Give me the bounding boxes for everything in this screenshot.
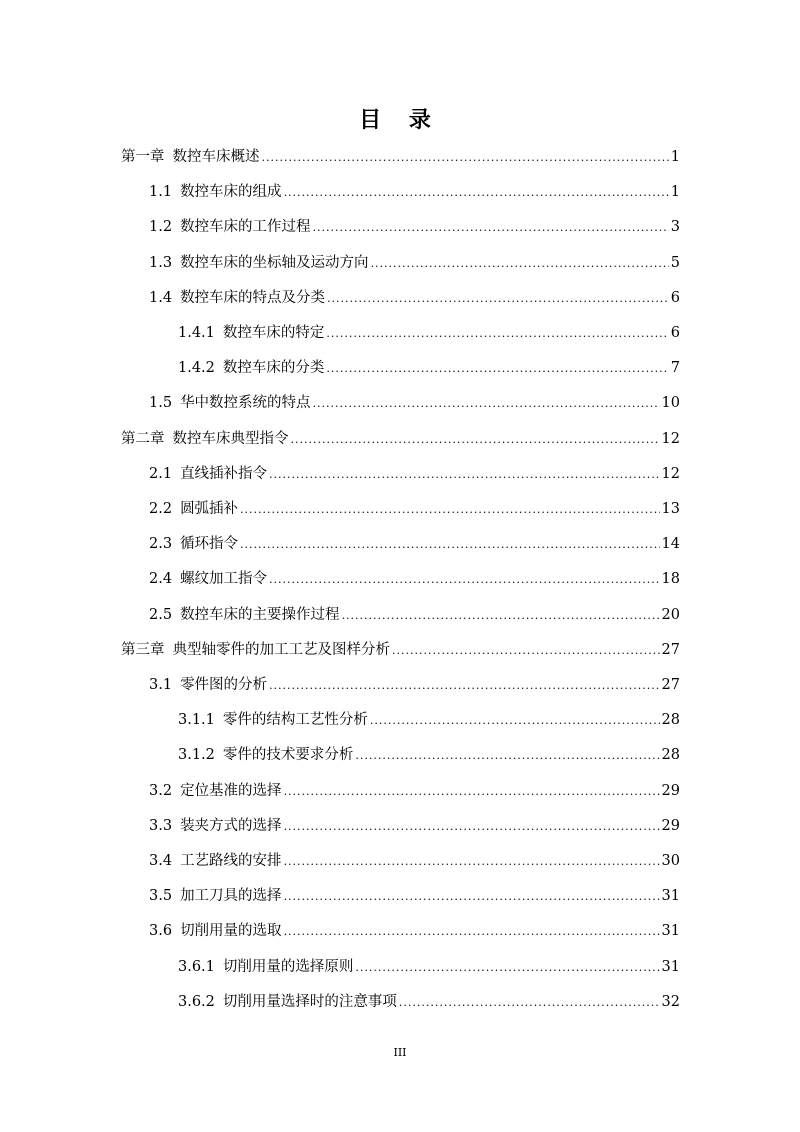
toc-entry-number: 3.6.1 <box>178 958 215 975</box>
toc-entry-page: 30 <box>661 853 680 869</box>
page-number: III <box>393 1046 407 1059</box>
toc-entry-page: 7 <box>670 360 680 377</box>
toc-dot-leader <box>313 392 660 416</box>
toc-entry[interactable] <box>149 884 680 908</box>
toc-entry-title: 工艺路线的安排 <box>180 853 282 869</box>
toc-entry-page: 10 <box>661 395 680 412</box>
toc-entry-number: 1.4.2 <box>178 360 215 377</box>
toc-entry-title: 直线插补指令 <box>180 465 268 482</box>
toc-entry-number: 1.4 <box>149 289 173 306</box>
toc-entry-page: 13 <box>661 501 680 517</box>
toc-entry[interactable] <box>149 779 680 803</box>
toc-entry-page: 28 <box>661 712 680 729</box>
toc-entry-number: 第一章 <box>121 149 165 165</box>
toc-dot-leader <box>392 639 660 663</box>
toc-dot-leader <box>269 674 659 698</box>
toc-entry-title: 切削用量选择时的注意事项 <box>222 993 397 1010</box>
toc-entry[interactable] <box>149 814 680 838</box>
toc-entry-page: 1 <box>670 184 680 201</box>
toc-entry[interactable] <box>149 391 680 415</box>
toc-entry-number: 3.6.2 <box>178 993 215 1010</box>
toc-entry[interactable] <box>178 990 680 1014</box>
toc-entry-title: 数控车床的组成 <box>180 184 282 201</box>
toc-entry-number: 1.4.1 <box>178 325 215 341</box>
toc-entry-page: 6 <box>670 289 680 306</box>
toc-entry-title: 零件图的分析 <box>180 677 268 693</box>
toc-entry-title: 数控车床的主要操作过程 <box>180 606 340 623</box>
toc-entry-title: 零件的结构工艺性分析 <box>222 712 368 729</box>
toc-entry-title: 定位基准的选择 <box>180 782 282 799</box>
toc-entry-page: 31 <box>661 958 680 975</box>
toc-entry-title: 数控车床的特定 <box>222 325 325 341</box>
toc-entry-page: 31 <box>661 888 680 905</box>
toc-entry-title: 零件的技术要求分析 <box>222 747 354 764</box>
toc-entry-title: 切削用量的选择原则 <box>222 958 354 975</box>
toc-entry-page: 12 <box>661 430 680 447</box>
toc-dot-leader <box>355 956 659 980</box>
toc-entry[interactable] <box>149 919 680 943</box>
toc-dot-leader <box>269 568 659 592</box>
toc-entry-page: 14 <box>661 536 680 553</box>
toc-entry-number: 3.1 <box>149 677 173 693</box>
toc-dot-leader <box>291 428 660 452</box>
toc-entry[interactable] <box>121 427 680 451</box>
toc-entry[interactable] <box>121 145 680 169</box>
toc-entry-page: 32 <box>661 993 680 1010</box>
toc-entry-number: 1.1 <box>149 184 173 201</box>
toc-entry-number: 2.2 <box>149 501 173 517</box>
toc-entry-title: 数控车床典型指令 <box>172 430 289 447</box>
toc-entry-title: 数控车床的工作过程 <box>180 219 311 236</box>
toc-entry-number: 1.5 <box>149 395 173 412</box>
toc-entry[interactable] <box>149 215 680 239</box>
toc-entry-title: 加工刀具的选择 <box>180 888 282 905</box>
toc-entry-number: 3.1.1 <box>178 712 215 729</box>
toc-entry-number: 2.4 <box>149 571 173 588</box>
toc-entry-title: 数控车床的分类 <box>222 360 325 377</box>
toc-dot-leader <box>399 991 660 1015</box>
toc-entry-number: 2.3 <box>149 536 173 553</box>
toc-entry-title: 数控车床的坐标轴及运动方向 <box>180 254 369 271</box>
toc-entry-title: 华中数控系统的特点 <box>180 395 311 412</box>
toc-dot-leader <box>284 181 669 205</box>
toc-dot-leader <box>313 216 669 240</box>
toc-entry[interactable] <box>178 708 680 732</box>
toc-entry-page: 1 <box>670 149 680 165</box>
toc-entry-number: 第三章 <box>121 641 165 658</box>
toc-dot-leader <box>371 252 669 276</box>
toc-entry-number: 3.4 <box>149 853 173 869</box>
toc-entry-title: 切削用量的选取 <box>180 923 282 940</box>
toc-entry-title: 数控车床的特点及分类 <box>180 289 326 306</box>
toc-entry-number: 2.1 <box>149 465 173 482</box>
toc-entry-number: 3.1.2 <box>178 747 215 764</box>
toc-title: 目 录 <box>359 107 441 133</box>
toc-entry-page: 20 <box>661 606 680 623</box>
toc-entry-title: 螺纹加工指令 <box>180 571 268 588</box>
toc-entry-title: 圆弧插补 <box>180 501 239 517</box>
toc-entry[interactable] <box>178 321 680 345</box>
toc-dot-leader <box>326 357 668 381</box>
toc-entry[interactable] <box>178 356 680 380</box>
toc-dot-leader <box>284 815 660 839</box>
toc-entry-number: 2.5 <box>149 606 173 623</box>
toc-entry[interactable] <box>178 955 680 979</box>
toc-entry-number: 3.6 <box>149 923 173 940</box>
toc-entry-number: 1.2 <box>149 219 173 236</box>
toc-entry[interactable] <box>149 532 680 556</box>
toc-entry-title: 数控车床概述 <box>172 149 260 165</box>
toc-entry-page: 31 <box>661 923 680 940</box>
toc-entry[interactable] <box>149 497 680 521</box>
toc-entry-number: 1.3 <box>149 254 173 271</box>
toc-dot-leader <box>355 744 659 768</box>
toc-dot-leader <box>240 498 659 522</box>
toc-dot-leader <box>240 533 659 557</box>
toc-entry-number: 第二章 <box>121 430 165 447</box>
toc-dot-leader <box>342 604 660 628</box>
toc-entry-page: 27 <box>661 641 680 658</box>
toc-entry-page: 27 <box>661 677 680 693</box>
toc-entry[interactable] <box>149 849 680 873</box>
toc-entry[interactable] <box>149 567 680 591</box>
toc-dot-leader <box>327 287 669 311</box>
toc-entry[interactable] <box>121 638 680 662</box>
toc-entry-page: 18 <box>661 571 680 588</box>
toc-entry[interactable] <box>149 603 680 627</box>
toc-entry-title: 循环指令 <box>180 536 239 553</box>
toc-entry[interactable] <box>178 743 680 767</box>
toc-entry-title: 装夹方式的选择 <box>180 817 282 834</box>
toc-entry-number: 3.3 <box>149 817 173 834</box>
toc-entry-page: 28 <box>661 747 680 764</box>
toc-entry[interactable] <box>149 462 680 486</box>
toc-dot-leader <box>262 146 669 170</box>
toc-entry-number: 3.5 <box>149 888 173 905</box>
toc-entry[interactable] <box>149 673 680 697</box>
toc-dot-leader <box>284 850 660 874</box>
toc-dot-leader <box>284 920 660 944</box>
toc-entry-page: 6 <box>670 325 680 341</box>
toc-dot-leader <box>370 709 660 733</box>
toc-entry[interactable] <box>149 180 680 204</box>
toc-entry-page: 29 <box>661 817 680 834</box>
toc-entry[interactable] <box>149 251 680 275</box>
toc-entry-title: 典型轴零件的加工工艺及图样分析 <box>172 641 390 658</box>
toc-dot-leader <box>326 322 668 346</box>
toc-dot-leader <box>284 780 660 804</box>
toc-dot-leader <box>269 463 659 487</box>
toc-dot-leader <box>284 885 660 909</box>
toc-entry[interactable] <box>149 286 680 310</box>
toc-entry-page: 29 <box>661 782 680 799</box>
toc-entry-page: 5 <box>670 254 680 271</box>
toc-entry-page: 12 <box>661 465 680 482</box>
toc-entry-number: 3.2 <box>149 782 173 799</box>
toc-entry-page: 3 <box>670 219 680 236</box>
